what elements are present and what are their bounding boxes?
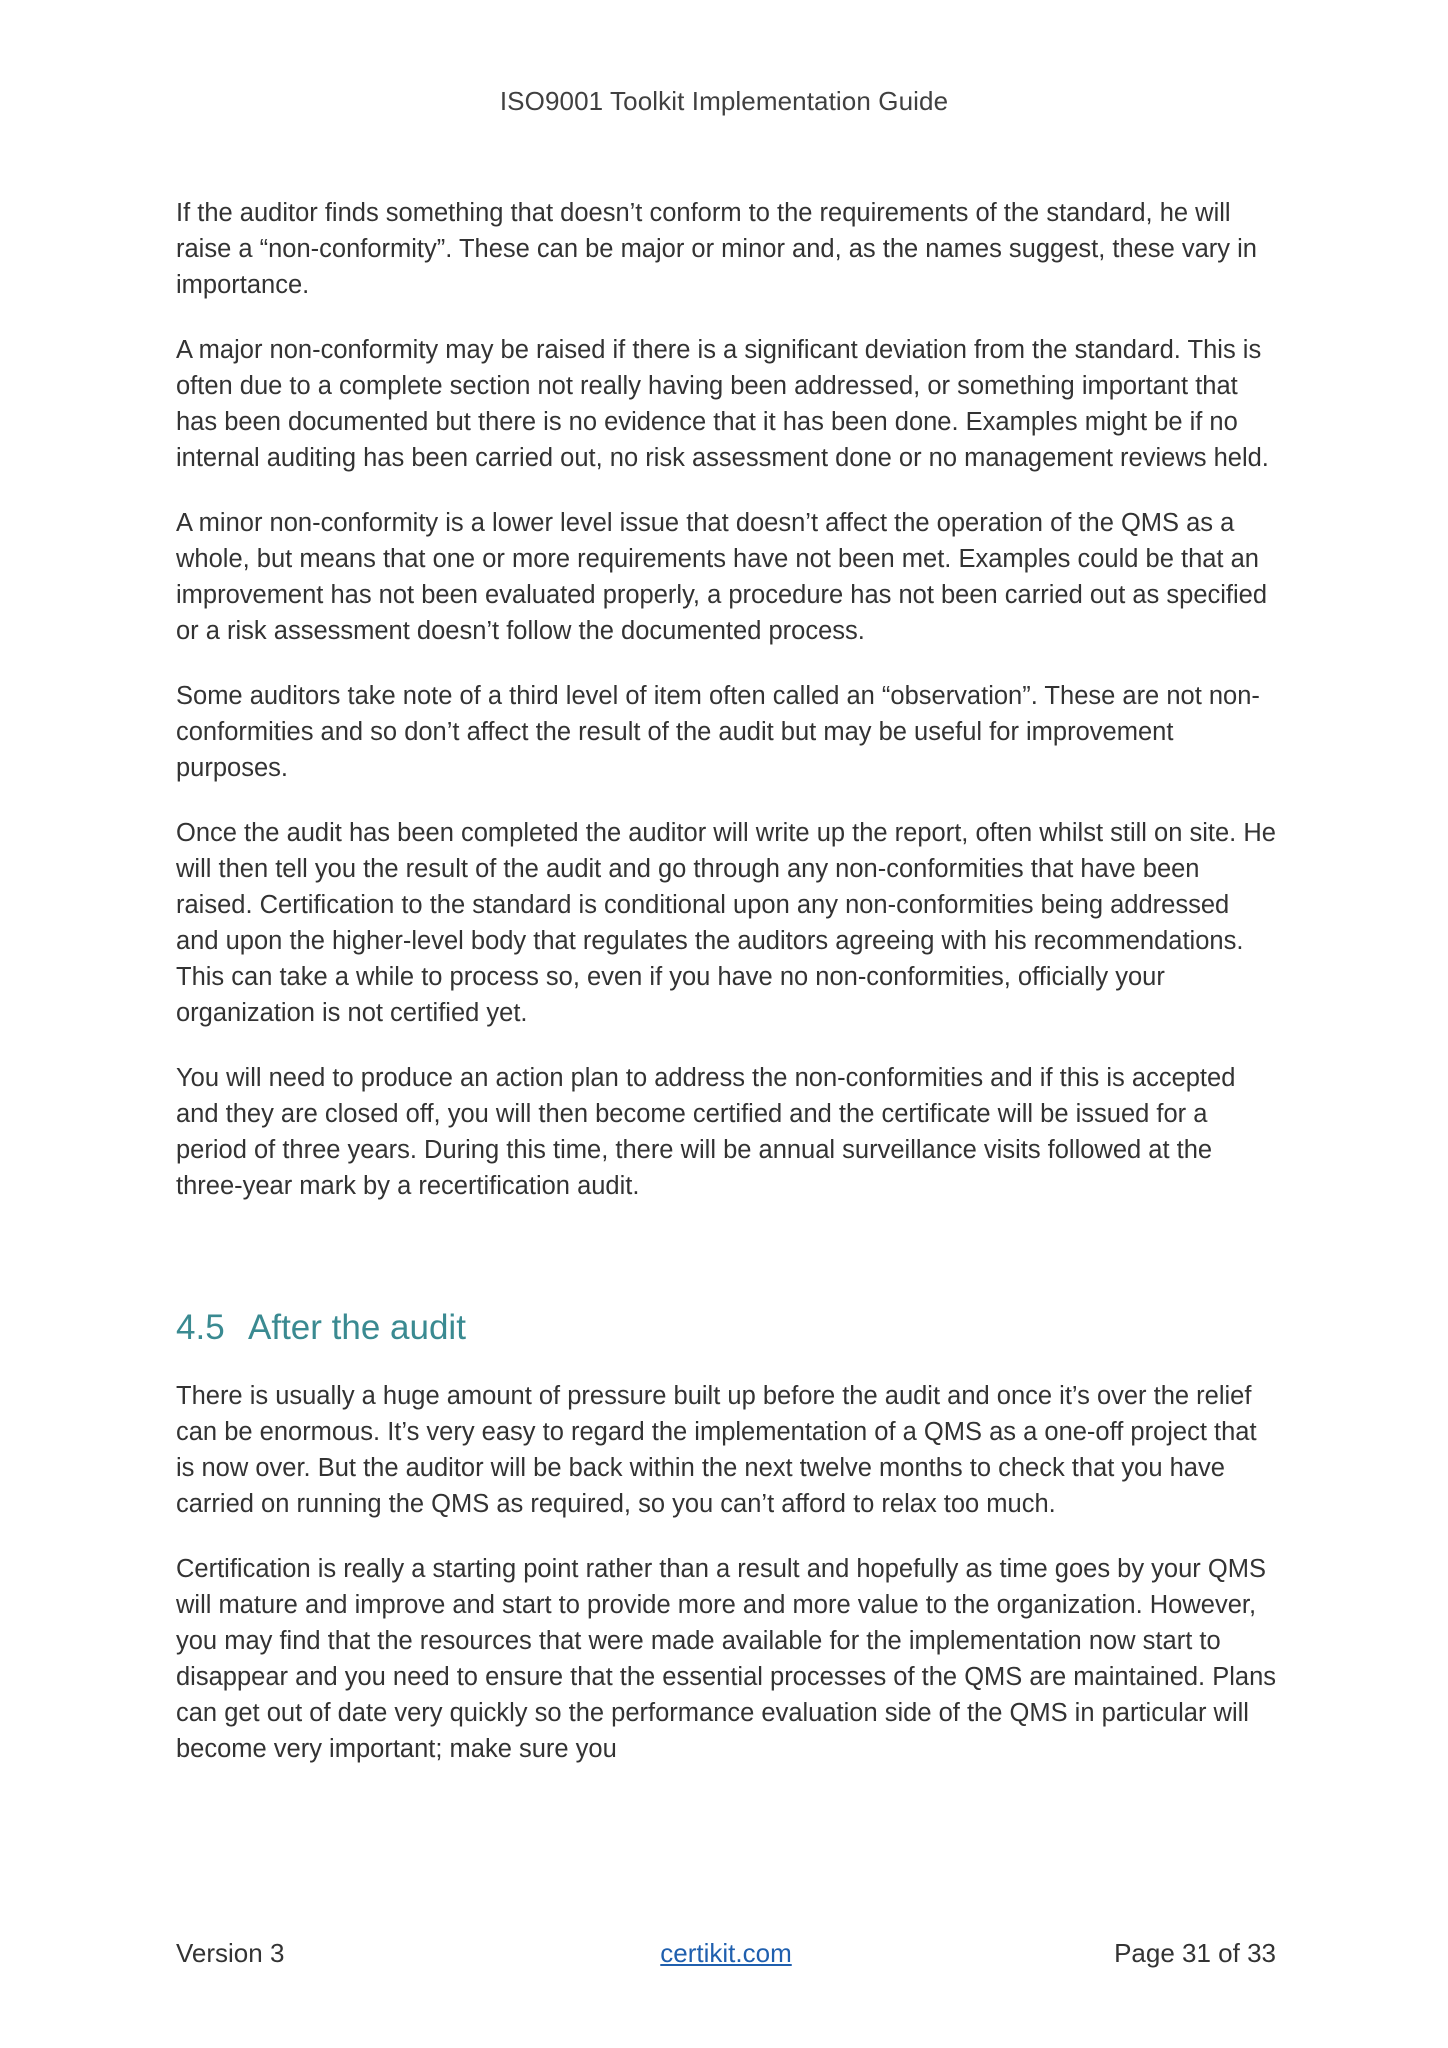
footer-website-link[interactable]: certikit.com bbox=[660, 1938, 792, 1968]
section-heading bbox=[176, 1306, 1276, 1350]
paragraph-certification-starting-point: Certification is really a starting point rather than a result and hopefully as time goes by your QMS will mature and improve and start to provide more and more value to the organization. However, you may find that the resources that were made available for the implementation now start to disappear and you need to ensure that the essential processes of the QMS are maintained. Plans can get out of date very quickly so the performance evaluation side of the QMS in particular will become very important; make sure you bbox=[176, 1555, 1277, 1763]
page-header-title: ISO9001 Toolkit Implementation Guide bbox=[499, 86, 949, 116]
section-number: 4.5 bbox=[176, 1308, 225, 1347]
document-body bbox=[176, 195, 1276, 1796]
page-footer bbox=[176, 1938, 1276, 1978]
section-title: After the audit bbox=[248, 1308, 466, 1347]
paragraph-action-plan: You will need to produce an action plan to address the non-conformities and if this is accepted and they are closed off, you will then become certified and the certificate will be issued for a period of three years. During this time, there will be annual surveillance visits followed at the three-year mark by a recertification audit. bbox=[176, 1064, 1236, 1200]
paragraph-nonconformity-intro: If the auditor finds something that doesn’t conform to the requirements of the standard, he will raise a “non-conformity”. These can be major or minor and, as the names suggest, these vary in importance. bbox=[176, 199, 1257, 299]
paragraph-after-audit-pressure: There is usually a huge amount of pressure built up before the audit and once it’s over the relief can be enormous. It’s very easy to regard the implementation of a QMS as a one-off project that is now over. But the auditor will be back within the next twelve months to check that you have carried on running the QMS as required, so you can’t afford to relax too much. bbox=[176, 1382, 1257, 1518]
paragraph-observation: Some auditors take note of a third level of item often called an “observation”. These are not non-conformities and so don’t affect the result of the audit but may be useful for improvement purposes. bbox=[176, 682, 1260, 782]
footer-version: Version 3 bbox=[176, 1938, 285, 1968]
footer-link-container bbox=[176, 1938, 1276, 1969]
paragraph-major-nonconformity: A major non-conformity may be raised if there is a significant deviation from the standard. This is often due to a complete section not really having been addressed, or something important that has been documented but there is no evidence that it has been done. Examples might be if no internal auditing has been carried out, no risk assessment done or no management reviews held. bbox=[176, 336, 1269, 472]
paragraph-audit-report: Once the audit has been completed the auditor will write up the report, often whilst still on site. He will then tell you the result of the audit and go through any non-conformities that have been raised. Certification to the standard is conditional upon any non-conformities being addressed and upon the higher-level body that regulates the auditors agreeing with his recommendations. This can take a while to process so, even if you have no non-conformities, officially your organization is not certified yet. bbox=[176, 819, 1276, 1027]
footer-page-number: Page 31 of 33 bbox=[1114, 1938, 1276, 1968]
paragraph-minor-nonconformity: A minor non-conformity is a lower level issue that doesn’t affect the operation of the QMS as a whole, but means that one or more requirements have not been met. Examples could be that an improvement has not been evaluated properly, a procedure has not been carried out as specified or a risk assessment doesn’t follow the documented process. bbox=[176, 509, 1268, 645]
